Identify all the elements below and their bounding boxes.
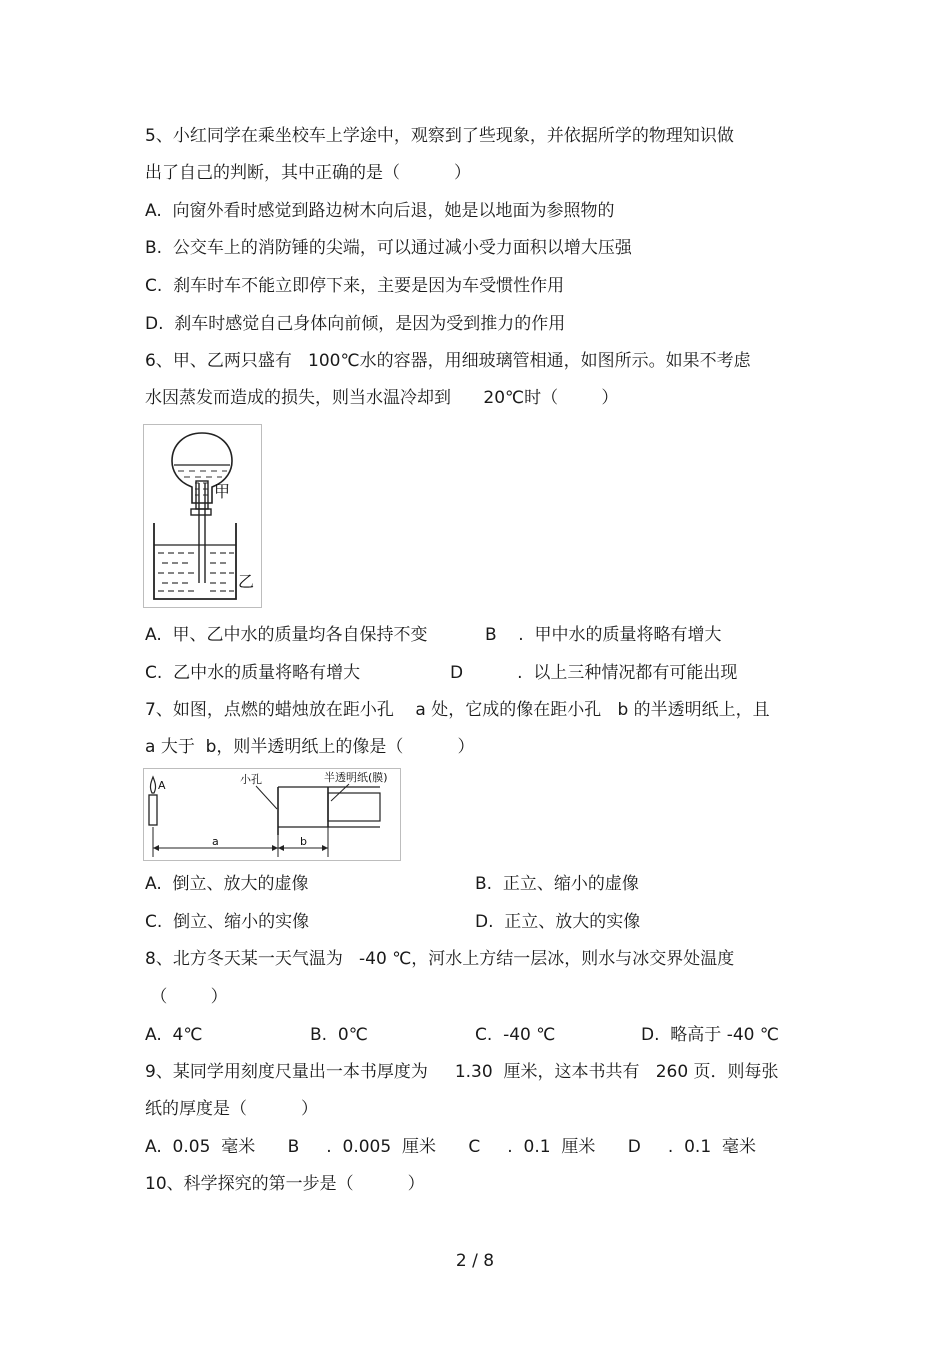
page-number: 2 / 8: [455, 1251, 495, 1271]
q6-option-d: D . 以上三种情况都有可能出现: [450, 663, 738, 683]
lower-container-outline: [154, 523, 236, 599]
q5-option-c: C. 刹车时车不能立即停下来，主要是因为车受惯性作用: [145, 276, 565, 296]
q9-stem-line1: 9、某同学用刻度尺量出一本书厚度为 1.30 厘米，这本书共有 260 页．则每张: [145, 1062, 779, 1082]
q6-figure: [143, 424, 262, 608]
q9-stem-line2: 纸的厚度是（ ）: [145, 1099, 319, 1119]
stopper-collar: [191, 509, 211, 515]
label-pinhole: 小孔: [240, 773, 262, 786]
q5-option-a: A. 向窗外看时感觉到路边树木向后退，她是以地面为参照物的: [145, 201, 615, 221]
q7-option-b: B. 正立、缩小的虚像: [475, 874, 639, 894]
q5-option-d: D. 刹车时感觉自己身体向前倾，是因为受到推力的作用: [145, 314, 566, 334]
q8-option-d: D. 略高于 -40 ℃: [641, 1025, 779, 1045]
label-jia: 甲: [214, 482, 231, 501]
q5-option-b: B. 公交车上的消防锤的尖端，可以通过减小受力面积以增大压强: [145, 238, 632, 258]
label-distance-a: a: [212, 835, 219, 848]
q6-option-c: C. 乙中水的质量将略有增大: [145, 663, 361, 683]
q6-stem-line1: 6、甲、乙两只盛有 100℃水的容器，用细玻璃管相通，如图所示。如果不考虑: [145, 351, 751, 371]
q8-stem-line2: （ ）: [145, 987, 228, 1007]
inner-sleeve: [328, 793, 380, 821]
label-yi: 乙: [238, 572, 255, 591]
candle-body: [149, 795, 157, 825]
q6-option-a: A. 甲、乙中水的质量均各自保持不变: [145, 625, 428, 645]
q5-stem-line1: 5、小红同学在乘坐校车上学途中，观察到了些现象，并依据所学的物理知识做: [145, 126, 734, 146]
q7-option-c: C. 倒立、缩小的实像: [145, 912, 310, 932]
q8-option-c: C. -40 ℃: [475, 1025, 556, 1045]
pinhole-leader: [256, 786, 277, 809]
q7-figure: [143, 768, 401, 861]
candle-flame: [150, 777, 155, 793]
pinhole-camera-diagram: [144, 769, 400, 860]
q7-stem-line2: a 大于 b，则半透明纸上的像是（ ）: [145, 737, 475, 757]
label-distance-b: b: [300, 835, 307, 848]
q8-option-b: B. 0℃: [310, 1025, 368, 1045]
q7-stem-line1: 7、如图，点燃的蜡烛放在距小孔 a 处，它成的像在距小孔 b 的半透明纸上，且: [145, 700, 770, 720]
q10-stem-line1: 10、科学探究的第一步是（ ）: [145, 1174, 425, 1194]
q6-stem-line2: 水因蒸发而造成的损失，则当水温冷却到 20℃时（ ）: [145, 388, 619, 408]
q9-options: A. 0.05 毫米 B . 0.005 厘米 C . 0.1 厘米 D . 0.1 毫米: [145, 1137, 756, 1157]
q5-stem-line2: 出了自己的判断，其中正确的是（ ）: [145, 163, 472, 183]
q8-option-a: A. 4℃: [145, 1025, 203, 1045]
q7-option-a: A. 倒立、放大的虚像: [145, 874, 309, 894]
label-candle-a: A: [158, 779, 166, 792]
q8-stem-line1: 8、北方冬天某一天气温为 -40 ℃，河水上方结一层冰，则水与冰交界处温度: [145, 949, 735, 969]
q7-option-d: D. 正立、放大的实像: [475, 912, 641, 932]
connected-containers-diagram: [144, 425, 261, 607]
label-translucent-paper: 半透明纸(膜): [324, 771, 388, 784]
q6-option-b: B . 甲中水的质量将略有增大: [485, 625, 722, 645]
